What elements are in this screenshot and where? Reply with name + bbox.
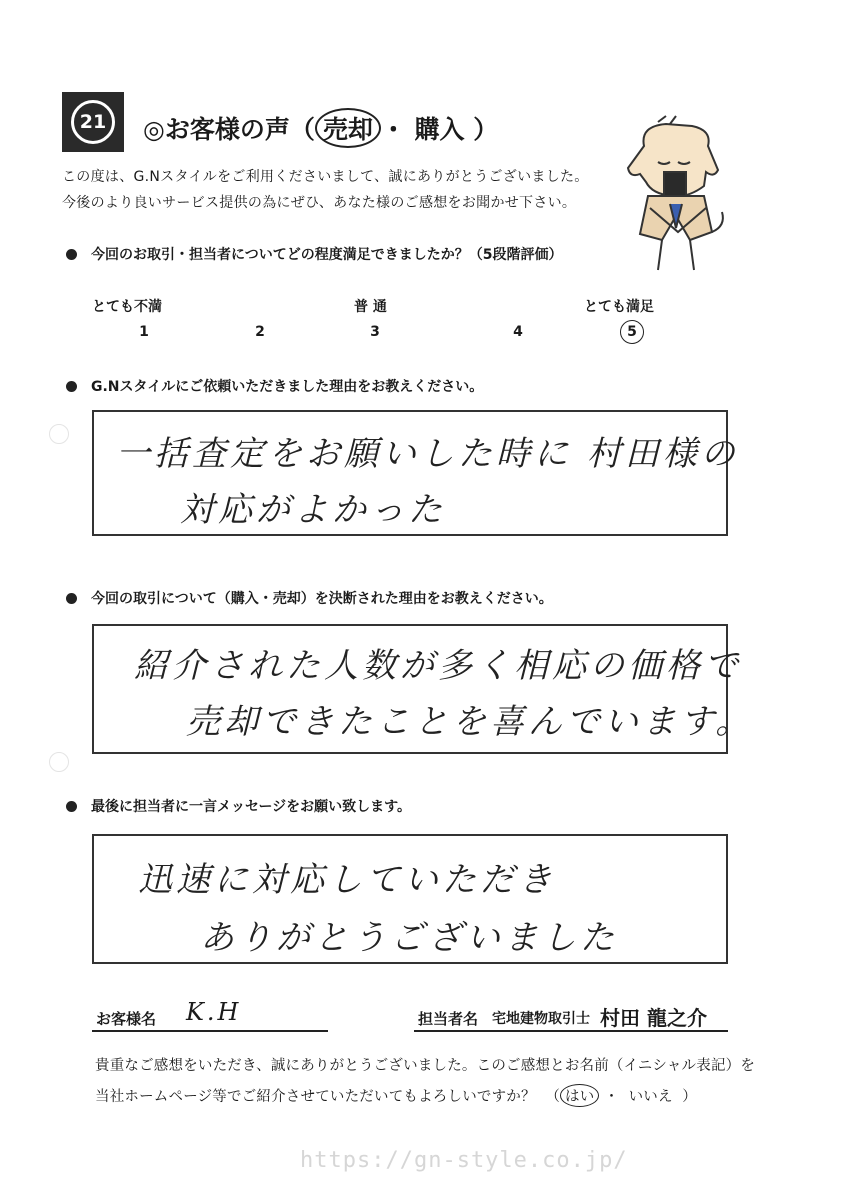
rating-1: 1	[139, 324, 149, 340]
punch-hole-bottom	[49, 752, 69, 772]
intro-line-2: 今後のより良いサービス提供の為にぜひ、あなた様のご感想をお聞かせ下さい。	[62, 195, 577, 211]
staff-signature-line	[414, 1030, 728, 1032]
title-purchase: ・ 購入 ）	[380, 115, 499, 144]
question-1-text: 今回のお取引・担当者についてどの程度満足できましたか？（5段階評価）	[91, 247, 563, 263]
question-3	[66, 588, 553, 608]
rating-2: 2	[255, 324, 265, 340]
website-url-watermark: https://gn-style.co.jp/	[300, 1148, 628, 1173]
bullet-icon	[66, 249, 77, 260]
question-2-text: G.Nスタイルにご依頼いただきました理由をお教えください。	[91, 379, 484, 395]
consent-line-1: 貴重なご感想をいただき、誠にありがとうございました。このご感想とお名前（イニシャル表記）を	[95, 1058, 756, 1074]
question-3-text: 今回の取引について（購入・売却）を決断された理由をお教えください。	[91, 591, 553, 607]
scale-label-mid: 普 通	[354, 299, 387, 315]
consent-yes-circled: はい	[560, 1084, 599, 1107]
rating-4: 4	[513, 324, 523, 340]
century21-logo	[62, 92, 124, 152]
question-4	[66, 796, 411, 816]
customer-name: K.H	[186, 998, 242, 1026]
answer-3-line-1: 紹介された人数が多く相応の価格で	[134, 646, 742, 686]
punch-hole-top	[49, 424, 69, 444]
title-prefix: ◎お客様の声（	[143, 115, 315, 144]
bullet-icon	[66, 593, 77, 604]
customer-signature-line	[92, 1030, 328, 1032]
bullet-icon	[66, 381, 77, 392]
consent-no: ・ いいえ ）	[599, 1089, 697, 1105]
logo-mark: 21	[71, 100, 115, 144]
rating-3: 3	[370, 324, 380, 340]
question-1	[66, 244, 562, 264]
rating-5-selected: 5	[620, 320, 644, 344]
scale-label-high: とても満足	[584, 299, 654, 315]
customer-name-label: お客様名	[96, 1010, 157, 1028]
bullet-icon	[66, 801, 77, 812]
consent-line-2	[95, 1084, 697, 1107]
answer-3-line-2: 売却できたことを喜んでいます。	[186, 702, 754, 742]
staff-name-label: 担当者名	[418, 1010, 479, 1028]
question-4-text: 最後に担当者に一言メッセージをお願い致します。	[91, 799, 412, 815]
staff-title: 宅地建物取引士	[492, 1011, 590, 1027]
page-title	[143, 108, 498, 148]
staff-name: 村田 龍之介	[600, 1006, 707, 1030]
answer-2-line-2: 対応がよかった	[180, 490, 446, 530]
answer-4-line-2: ありがとうございました	[200, 918, 618, 958]
question-2	[66, 376, 483, 396]
title-selected-sale: 売却	[315, 108, 381, 148]
consent-question: 当社ホームページ等でご紹介させていただいてもよろしいですか？ （	[95, 1089, 561, 1105]
answer-2-line-1: 一括査定をお願いした時に 村田様の	[116, 434, 739, 474]
dog-mascot-illustration	[618, 112, 730, 276]
scale-label-low: とても不満	[92, 299, 162, 315]
intro-line-1: この度は、G.Nスタイルをご利用くださいまして、誠にありがとうございました。	[62, 169, 589, 185]
answer-4-line-1: 迅速に対応していただき	[138, 860, 556, 900]
